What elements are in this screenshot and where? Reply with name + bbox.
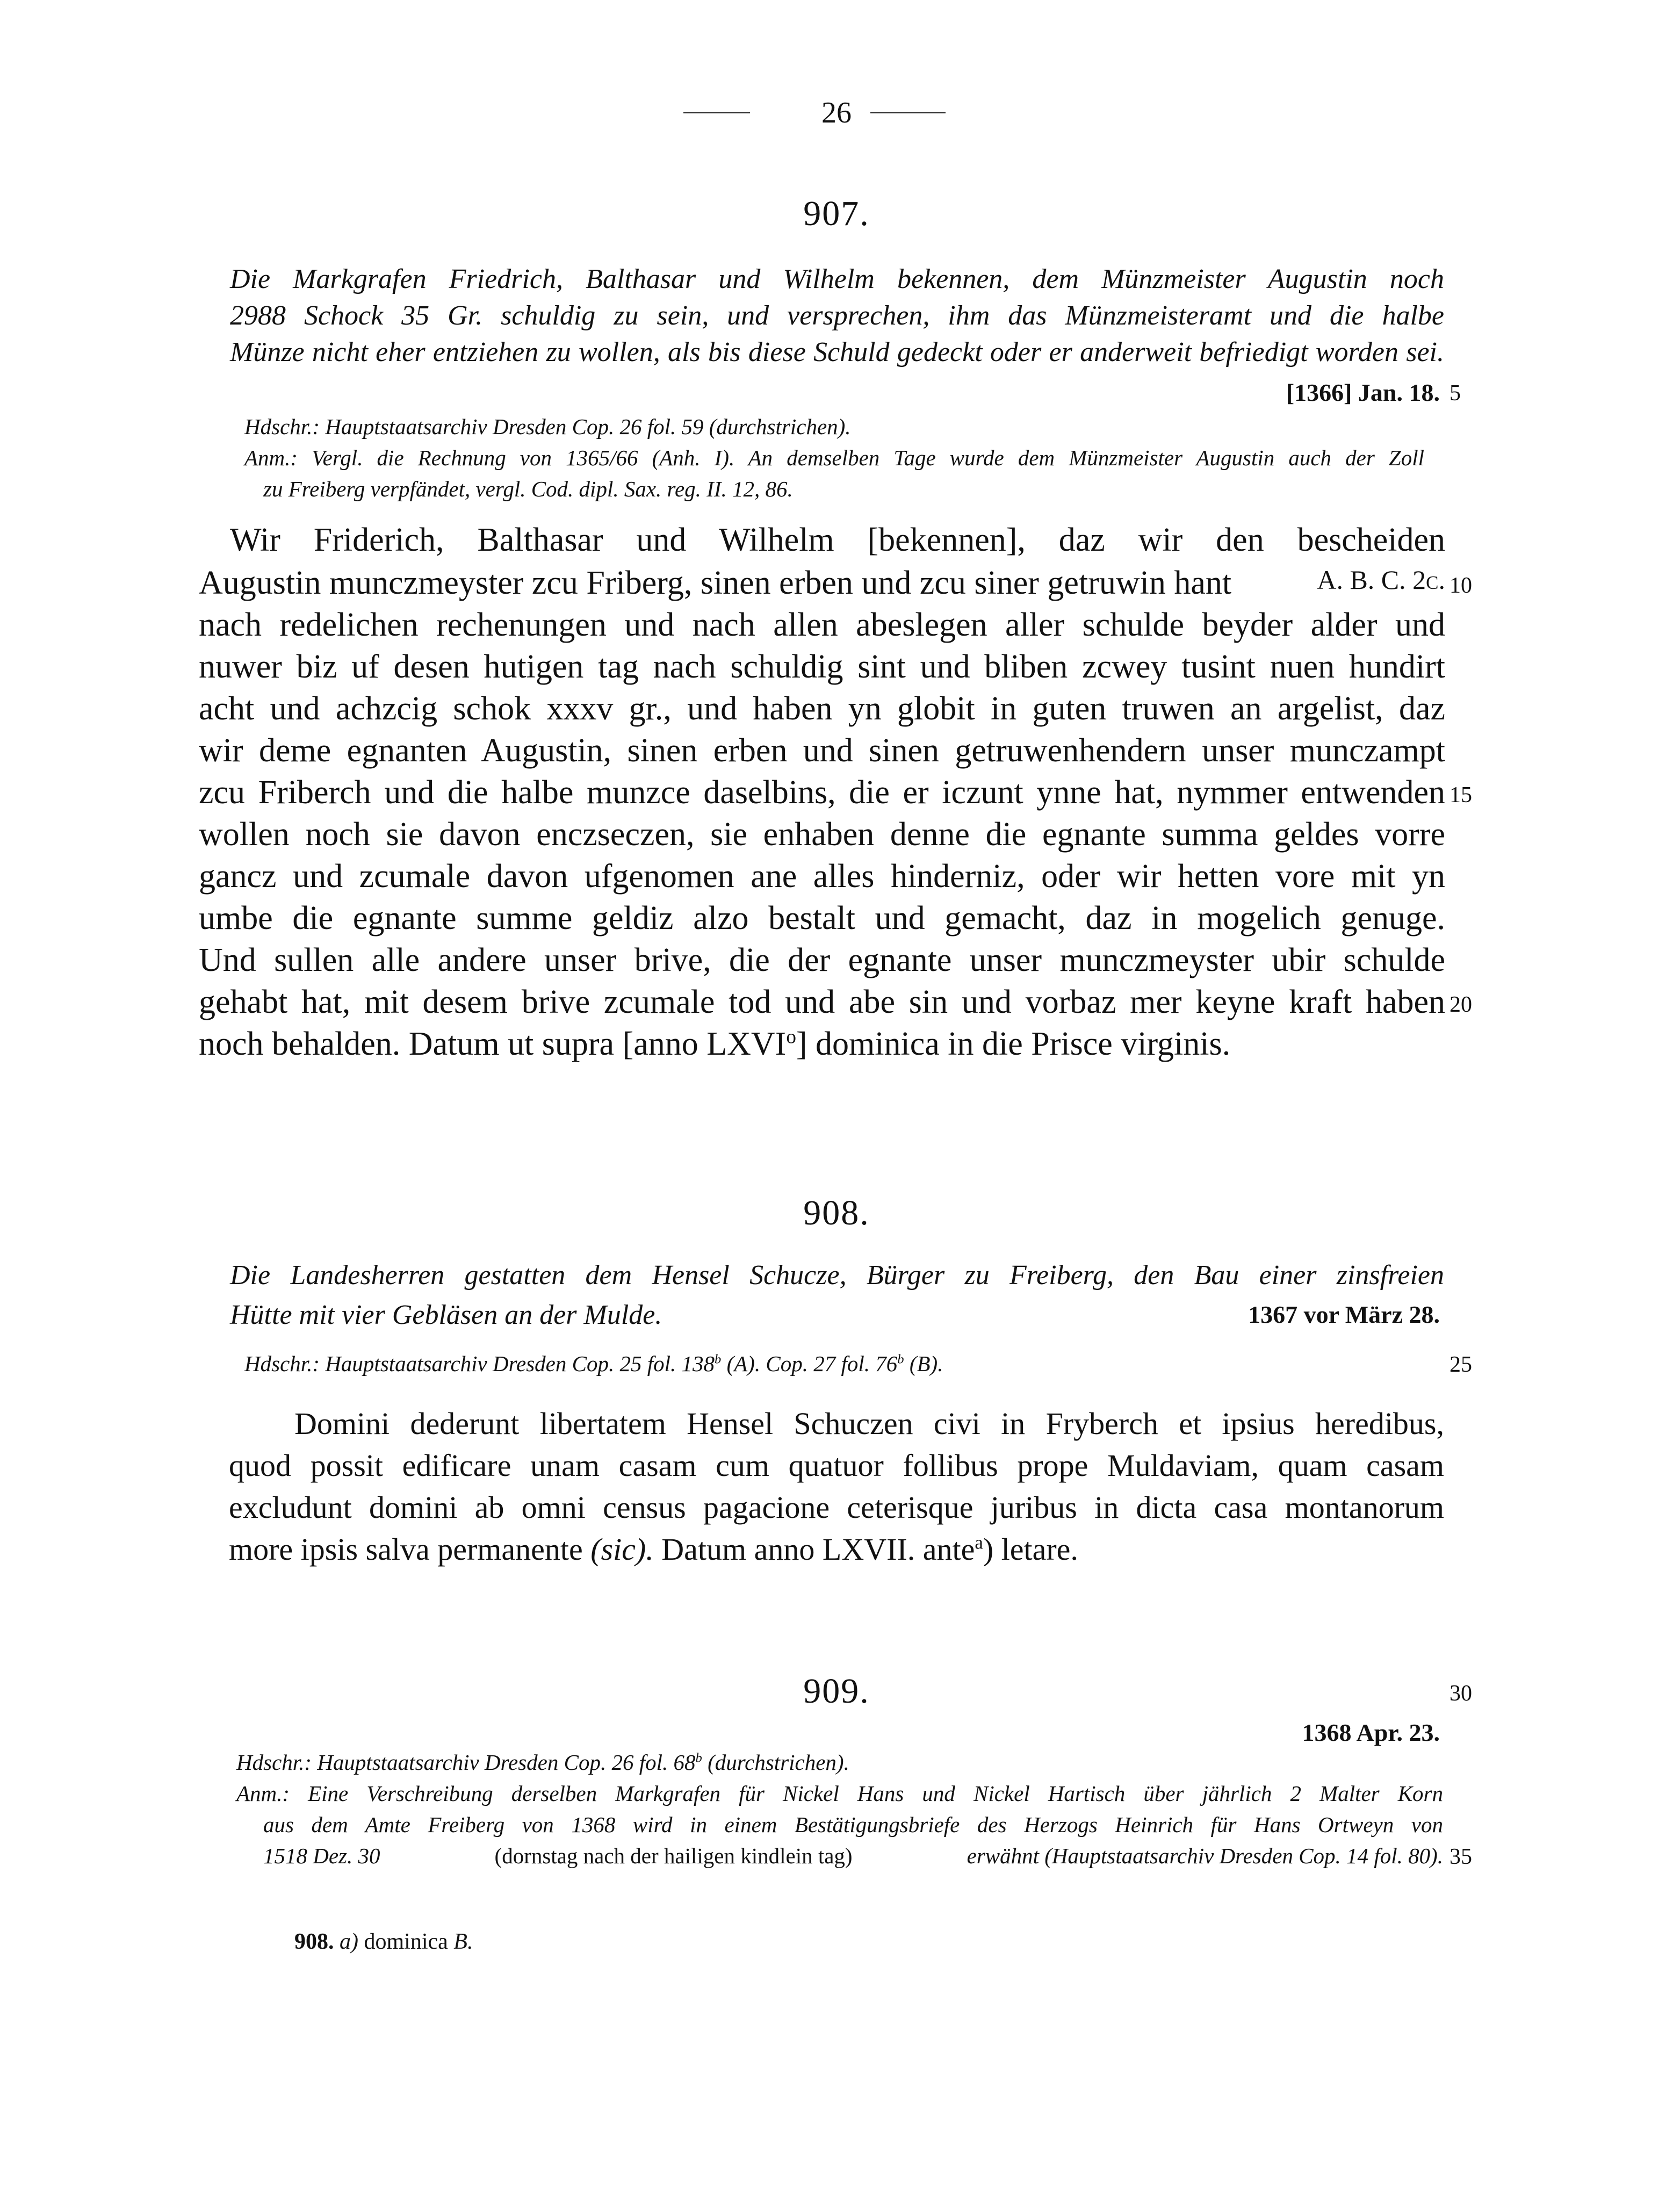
text-907-line-8: wollen noch sie davon enczseczen, sie enhaben denne die egnante summa geldes vorre: [199, 816, 1445, 853]
text-907-line-6: wir deme egnanten Augustin, sinen erben und sinen getruwenhendern unser munczampt: [199, 732, 1445, 769]
note-909-anm-3-date: 1518 Dez. 30: [263, 1843, 380, 1868]
date-907: [1366] Jan. 18.: [1286, 379, 1440, 406]
text-907-line-13-end: ] dominica in die Prisce virginis.: [796, 1026, 1231, 1062]
footnote-ref: 908.: [294, 1929, 334, 1954]
text-907-year: LXVI: [706, 1026, 787, 1062]
text-907-abbrev: A. B. C. 2c.: [1317, 565, 1445, 595]
text-908-ante-sup: a: [975, 1532, 983, 1553]
text-908-line-3: excludunt domini ab omni census pagacione ceterisque juribus in dicta casa montanorum: [229, 1490, 1444, 1525]
note-909-anm-3-quote: (dornstag nach der hailigen kindlein tag): [494, 1843, 853, 1868]
note-908-hdschr: [244, 1351, 943, 1377]
text-908-year: LXVII.: [822, 1532, 915, 1567]
line-number-20: 20: [1450, 992, 1472, 1017]
header-rule-right: [870, 112, 946, 113]
text-907-line-12: gehabt hat, mit desem brive zcumale tod und abe sin und vorbaz mer keyne kraft haben: [199, 984, 1445, 1020]
note-909-anm-2: aus dem Amte Freiberg von 1368 wird in einem Bestätigungsbriefe des Herzogs Heinrich für Hans Ortweyn von: [263, 1812, 1443, 1837]
text-907-line-13-main: noch behalden. Datum ut supra [anno: [199, 1026, 698, 1062]
note-908-sup-1: b: [715, 1352, 722, 1367]
text-908-line-4: [229, 1531, 1078, 1567]
text-907-year-sup: o: [786, 1026, 796, 1048]
regest-907-line-3: Münze nicht eher entziehen zu wollen, als bis diese Schuld gedeckt oder er anderweit befriedigt worden sei.: [230, 337, 1444, 368]
note-909-anm-3-end: erwähnt (Hauptstaatsarchiv Dresden Cop. 14 fol. 80).: [967, 1843, 1443, 1868]
text-908-line-1: Domini dederunt libertatem Hensel Schuczen civi in Fryberch et ipsius heredibus,: [294, 1406, 1444, 1441]
text-908-sic: (sic).: [590, 1532, 654, 1567]
footnote: [294, 1929, 473, 1955]
text-907-line-13: [199, 1025, 1230, 1063]
text-907-line-9: gancz und zcumale davon ufgenomen ane alles hinderniz, oder wir hetten vore mit yn: [199, 858, 1445, 895]
note-908-part-2: (A). Cop. 27 fol. 76: [721, 1351, 898, 1376]
regest-907-line-1: Die Markgrafen Friedrich, Balthasar und Wilhelm bekennen, dem Münzmeister Augustin noch: [230, 264, 1444, 294]
line-number-10: 10: [1450, 573, 1472, 598]
note-907-hdschr: Hdschr.: Hauptstaatsarchiv Dresden Cop. 26 fol. 59 (durchstrichen).: [244, 414, 851, 439]
text-908-line-2: quod possit edificare unam casam cum quatuor follibus prope Muldaviam, quam casam: [229, 1448, 1444, 1483]
line-number-30: 30: [1450, 1681, 1472, 1706]
date-909: 1368 Apr. 23.: [1302, 1719, 1440, 1746]
document-number-907: 907.: [803, 194, 870, 233]
note-909-sup: b: [695, 1750, 702, 1766]
regest-907-line-2: 2988 Schock 35 Gr. schuldig zu sein, und versprechen, ihm das Münzmeisteramt und die halbe: [230, 300, 1444, 331]
document-number-909: 909.: [803, 1671, 870, 1711]
line-number-35: 35: [1450, 1844, 1472, 1869]
text-907-line-4: nuwer biz uf desen hutigen tag nach schuldig sint und bliben zcwey tusint nuen hundirt: [199, 649, 1445, 685]
regest-908-line-1: Die Landesherren gestatten dem Hensel Schucze, Bürger zu Freiberg, den Bau einer zinsfreien: [230, 1260, 1444, 1291]
line-number-25: 25: [1450, 1352, 1472, 1377]
document-number-908: 908.: [803, 1193, 870, 1233]
regest-908-line-2: Hütte mit vier Gebläsen an der Mulde.: [230, 1300, 662, 1330]
text-908-ante: ante: [922, 1532, 975, 1567]
footnote-letter: a): [340, 1929, 358, 1954]
note-909-part-1: Hdschr.: Hauptstaatsarchiv Dresden Cop. 26 fol. 68: [236, 1750, 696, 1775]
text-907-line-11: Und sullen alle andere unser brive, die der egnante unser munczmeyster ubir schulde: [199, 942, 1445, 978]
text-907-line-1: Wir Friderich, Balthasar und Wilhelm [bekennen], daz wir den bescheiden: [230, 522, 1445, 558]
text-907-line-3: nach redelichen rechenungen und nach allen abeslegen aller schulde beyder alder und: [199, 607, 1445, 643]
note-907-anm-1: Anm.: Vergl. die Rechnung von 1365/66 (Anh. I). An demselben Tage wurde dem Münzmeister Augustin auch der Zoll: [244, 445, 1424, 470]
note-909-anm-3: [263, 1843, 1443, 1869]
page-number: 26: [821, 96, 852, 129]
text-907-line-7: zcu Friberch und die halbe munzce daselbins, die er iczunt ynne hat, nymmer entwenden: [199, 774, 1445, 811]
text-907-line-10: umbe die egnante summe geldiz alzo bestalt und gemacht, daz in mogelich genuge.: [199, 900, 1445, 936]
note-907-anm-2: zu Freiberg verpfändet, vergl. Cod. dipl. Sax. reg. II. 12, 86.: [263, 477, 793, 501]
note-908-part-3: (B).: [904, 1351, 943, 1376]
note-908-sup-2: b: [897, 1352, 904, 1367]
note-909-anm-1: Anm.: Eine Verschreibung derselben Markgrafen für Nickel Hans und Nickel Hartisch über jährlich 2 Malter Korn: [236, 1781, 1443, 1806]
line-number-15: 15: [1450, 783, 1472, 808]
text-907-line-2-main: Augustin munczmeyster zcu Friberg, sinen erben und zcu siner getruwin hant: [199, 565, 1232, 601]
text-908-line-4-main: more ipsis salva permanente: [229, 1532, 583, 1567]
text-908-datum: Datum anno: [661, 1532, 815, 1567]
line-number-5: 5: [1450, 381, 1461, 406]
date-908: 1367 vor März 28.: [1248, 1301, 1440, 1328]
note-908-part-1: Hdschr.: Hauptstaatsarchiv Dresden Cop. 25 fol. 138: [244, 1351, 715, 1376]
text-908-line-4-end: ) letare.: [983, 1532, 1078, 1567]
text-907-line-5: acht und achzcig schok xxxv gr., und haben yn globit in guten truwen an argelist, daz: [199, 690, 1445, 727]
note-909-part-2: (durchstrichen).: [702, 1750, 849, 1775]
footnote-siglum: B.: [453, 1929, 473, 1954]
note-909-hdschr: [236, 1749, 849, 1775]
footnote-text: dominica: [364, 1929, 448, 1954]
text-907-line-2: [199, 564, 1445, 602]
